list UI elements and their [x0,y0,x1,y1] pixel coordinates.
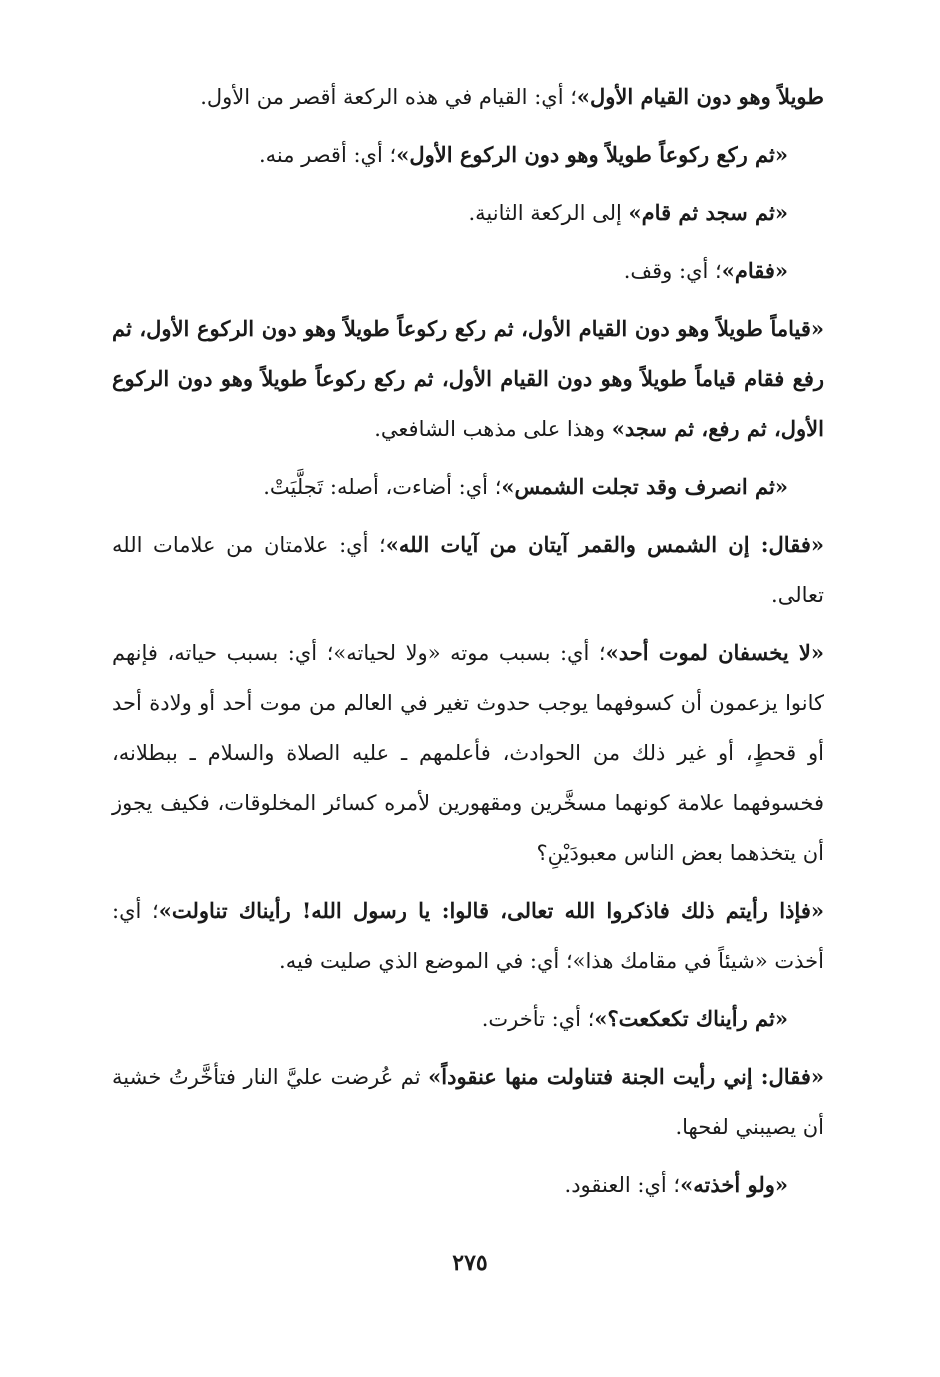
paragraph-3 [112,188,824,238]
paragraph-7 [112,520,824,620]
commentary-text: ؛ أي: أخذت «شيئاً في مقامك هذا»؛ أي: في الموضع الذي صليت فيه. [112,899,824,973]
paragraph-1 [112,72,824,122]
commentary-text: ؛ أي: القيام في هذه الركعة أقصر من الأول. [200,85,577,109]
commentary-text: ؛ أي: تأخرت. [481,1007,595,1031]
quoted-text: «فقال: إني رأيت الجنة فتناولت منها عنقوداً» [428,1064,824,1089]
quoted-text: «ولو أخذته» [680,1172,788,1197]
commentary-text: ؛ أي: علامتان من علامات الله تعالى. [112,533,824,607]
commentary-text: ؛ أي: أضاءت، أصله: تَجلَّيَتْ. [263,475,502,499]
commentary-text: ؛ أي: بسبب موته «ولا لحياته»؛ أي: بسبب حياته، فإنهم كانوا يزعمون أن كسوفهما يوجب حدوث تغير في العالم من موت أحد أو ولادة أحد أو قحطٍ، أو غير ذلك من الحوادث، فأعلمهم ـ عليه الصلاة والسلام ـ ببطلانه، فخسوفهما علامة كونهما مسخَّرين ومقهورين لأمره كسائر المخلوقات، فكيف يجوز أن يتخذهما بعض الناس معبودَيْنِ؟ [112,641,824,865]
paragraph-11 [112,1052,824,1152]
page-number: ٢٧٥ [452,1250,488,1276]
quoted-text: «فقال: إن الشمس والقمر آيتان من آيات الله» [385,532,824,557]
paragraph-8 [112,628,824,878]
commentary-text: ؛ أي: وقف. [623,259,722,283]
paragraph-6 [112,462,824,512]
paragraph-2 [112,130,824,180]
quoted-text: «فإذا رأيتم ذلك فاذكروا الله تعالى، قالوا: يا رسول الله! رأيناك تناولت» [158,898,824,923]
quoted-text: طويلاً وهو دون القيام الأول» [576,84,824,109]
quoted-text: «ثم سجد ثم قام» [628,200,788,225]
quoted-text: «ثم رأيناك تكعكعت؟» [594,1006,788,1031]
quoted-text: «قياماً طويلاً وهو دون القيام الأول، ثم ركع ركوعاً طويلاً وهو دون الركوع الأول، ثم رفع فقام قياماً طويلاً وهو دون القيام الأول، ثم ركع ركوعاً طويلاً وهو دون الركوع الأول، ثم رفع، ثم سجد» [112,316,824,441]
quoted-text: «ثم انصرف وقد تجلت الشمس» [501,474,788,499]
paragraph-4 [112,246,824,296]
commentary-text: ؛ أي: العنقود. [564,1173,681,1197]
page-body [112,72,824,1218]
paragraph-10 [112,994,824,1044]
commentary-text: وهذا على مذهب الشافعي. [374,417,612,441]
quoted-text: «فقام» [721,258,788,283]
paragraph-12 [112,1160,824,1210]
quoted-text: «لا يخسفان لموت أحد» [605,640,824,665]
commentary-text: ثم عُرضت عليَّ النار فتأخَّرتُ خشية أن يصيبني لفحها. [112,1065,824,1139]
paragraph-9 [112,886,824,986]
paragraph-5 [112,304,824,454]
quoted-text: «ثم ركع ركوعاً طويلاً وهو دون الركوع الأول» [396,142,788,167]
commentary-text: ؛ أي: أقصر منه. [258,143,397,167]
commentary-text: إلى الركعة الثانية. [468,201,629,225]
